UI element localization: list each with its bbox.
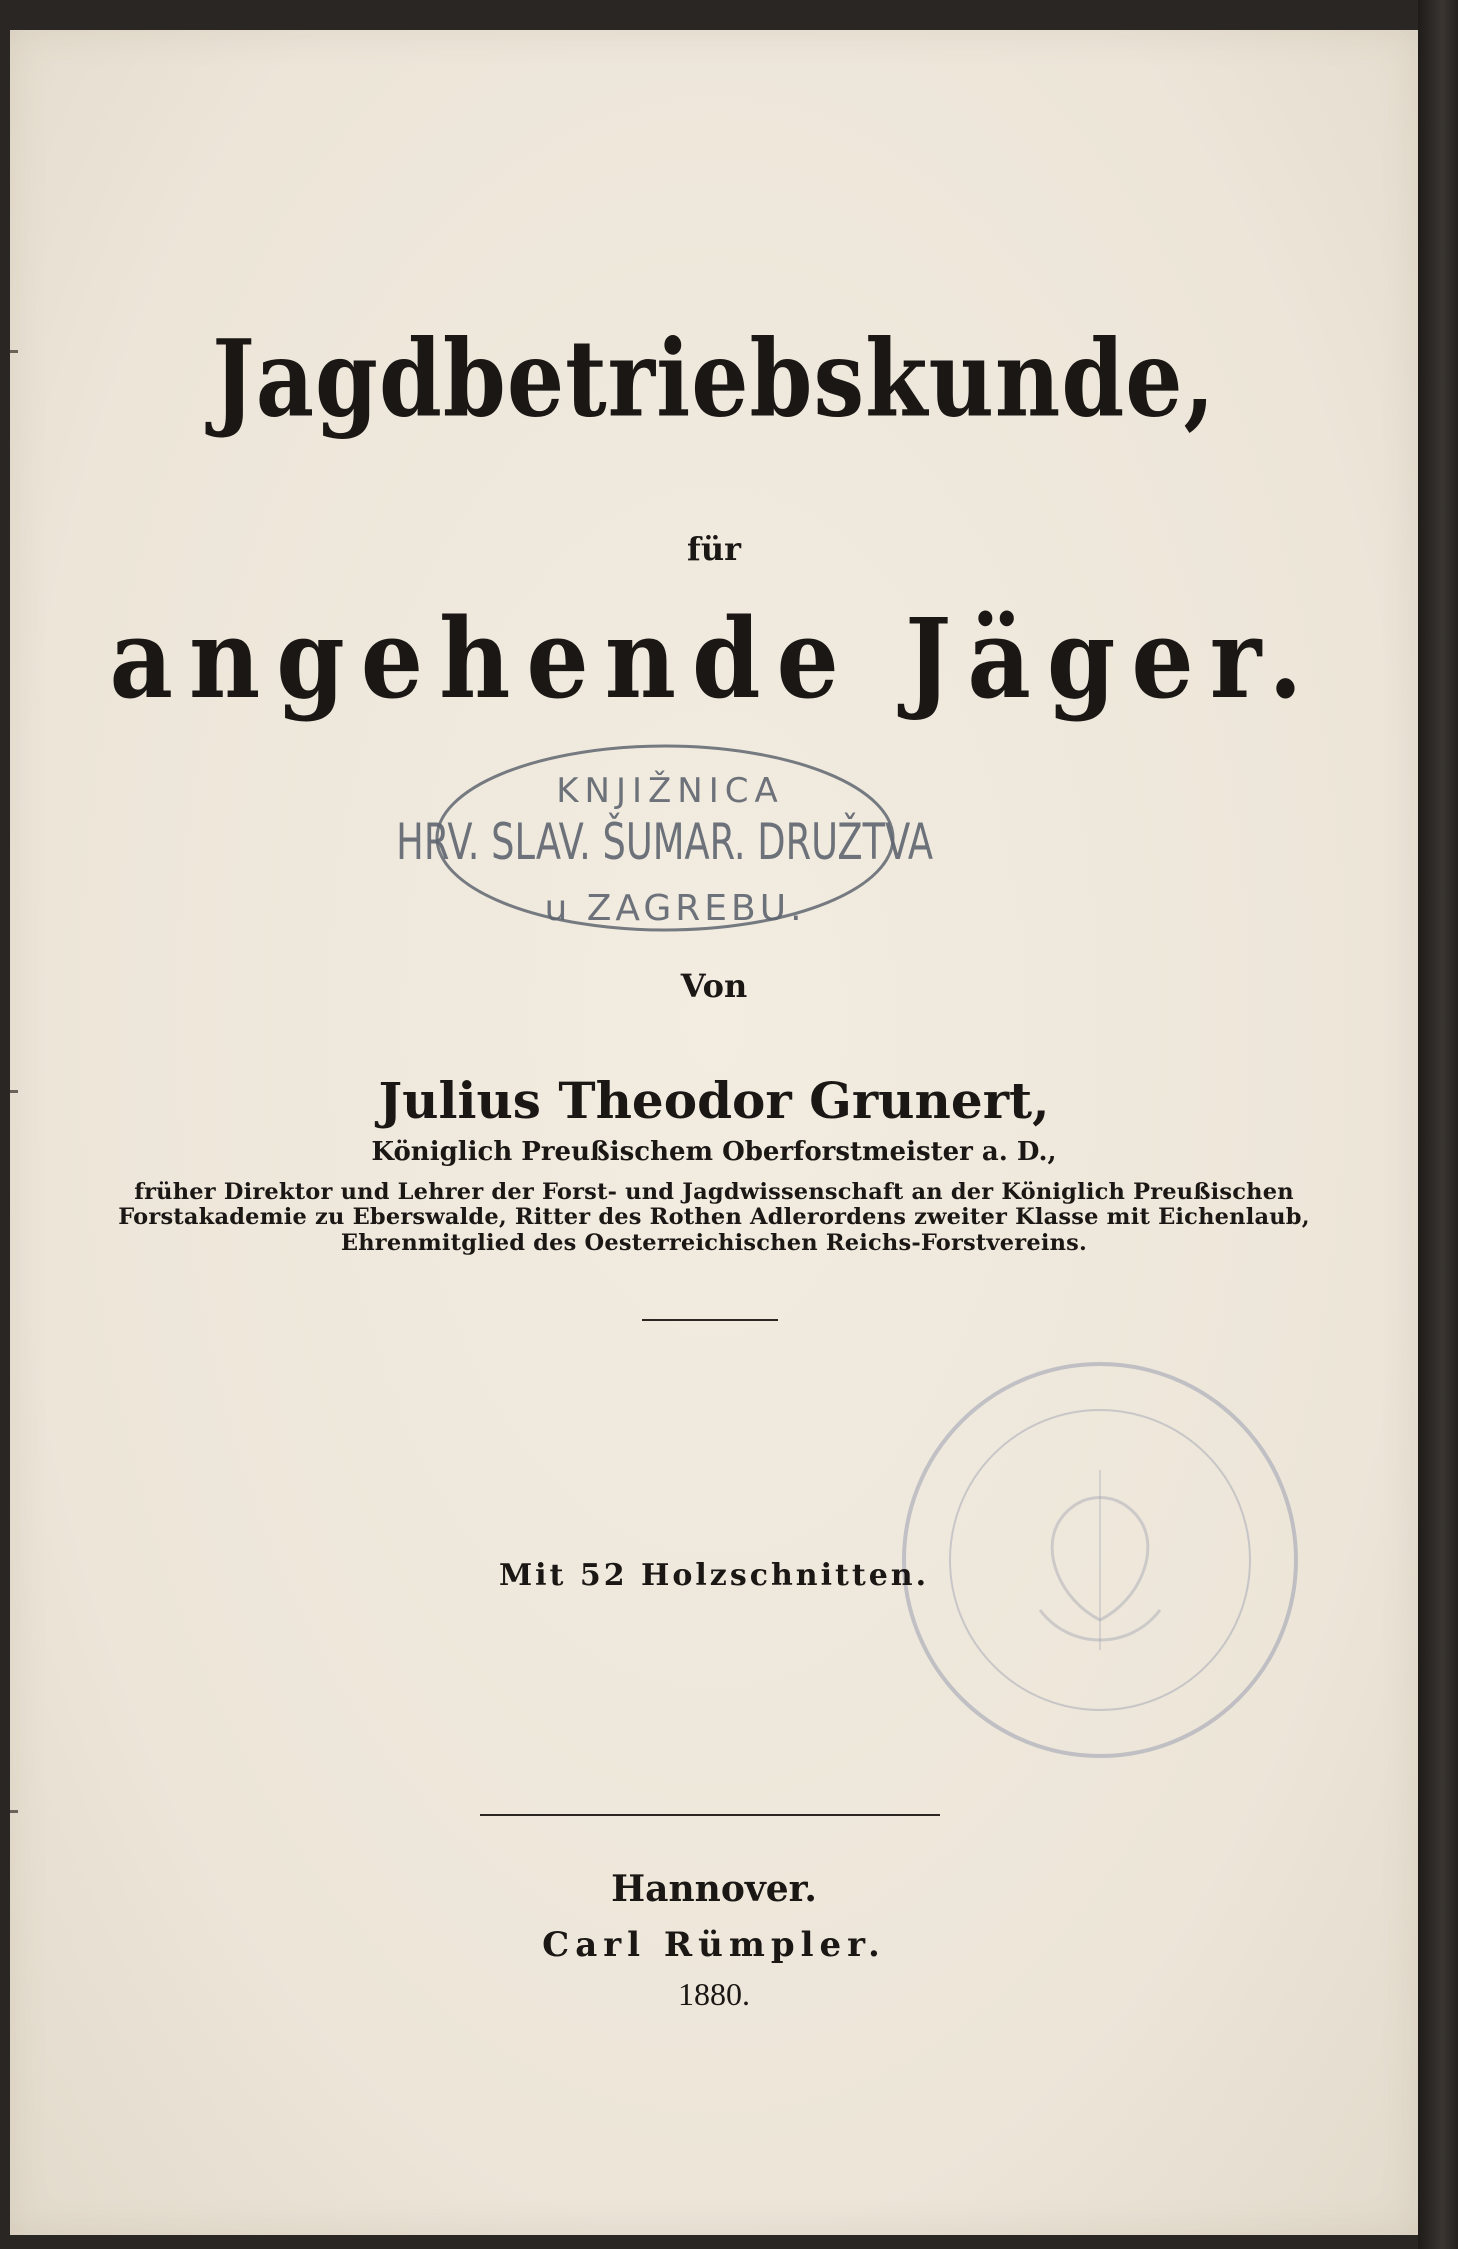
illustrations-note: Mit 52 Holzschnitten. (498, 1558, 930, 1593)
book-subtitle: angehende Jäger. (109, 595, 1319, 724)
divider-long (480, 1814, 940, 1816)
publisher-city: Hannover. (611, 1868, 817, 1910)
publisher-name: Carl Rümpler. (542, 1925, 886, 1965)
author-description-line: Ehrenmitglied des Oesterreichischen Reichs-Forstvereins. (340, 1230, 1088, 1256)
book-title: Jagdbetriebskunde, (212, 316, 1216, 442)
stamp-line-3: u ZAGREBU. (544, 888, 806, 929)
title-preposition: für (687, 530, 741, 568)
author-title: Königlich Preußischem Oberforstmeister a. D., (371, 1137, 1057, 1167)
author-description-line: Forstakademie zu Eberswalde, Ritter des Rothen Adlerordens zweiter Klasse mit Eichenlaub, (118, 1204, 1310, 1230)
by-label: Von (680, 967, 748, 1005)
book-binding-edge (1418, 0, 1458, 2249)
divider-short (642, 1319, 778, 1321)
stamp-line-1: KNJIŽNICA (556, 771, 784, 811)
binding-mark (10, 1810, 18, 1813)
author-name: Julius Theodor Grunert, (378, 1071, 1050, 1130)
library-stamp-oval (396, 738, 934, 938)
stamp-line-2: HRV. SLAV. ŠUMAR. DRUŽTVA (396, 813, 934, 872)
title-page (10, 30, 1418, 2235)
publication-year: 1880. (678, 1976, 750, 2012)
author-description-line: früher Direktor und Lehrer der Forst- und Jagdwissenschaft an der Königlich Preußischen (134, 1179, 1294, 1205)
